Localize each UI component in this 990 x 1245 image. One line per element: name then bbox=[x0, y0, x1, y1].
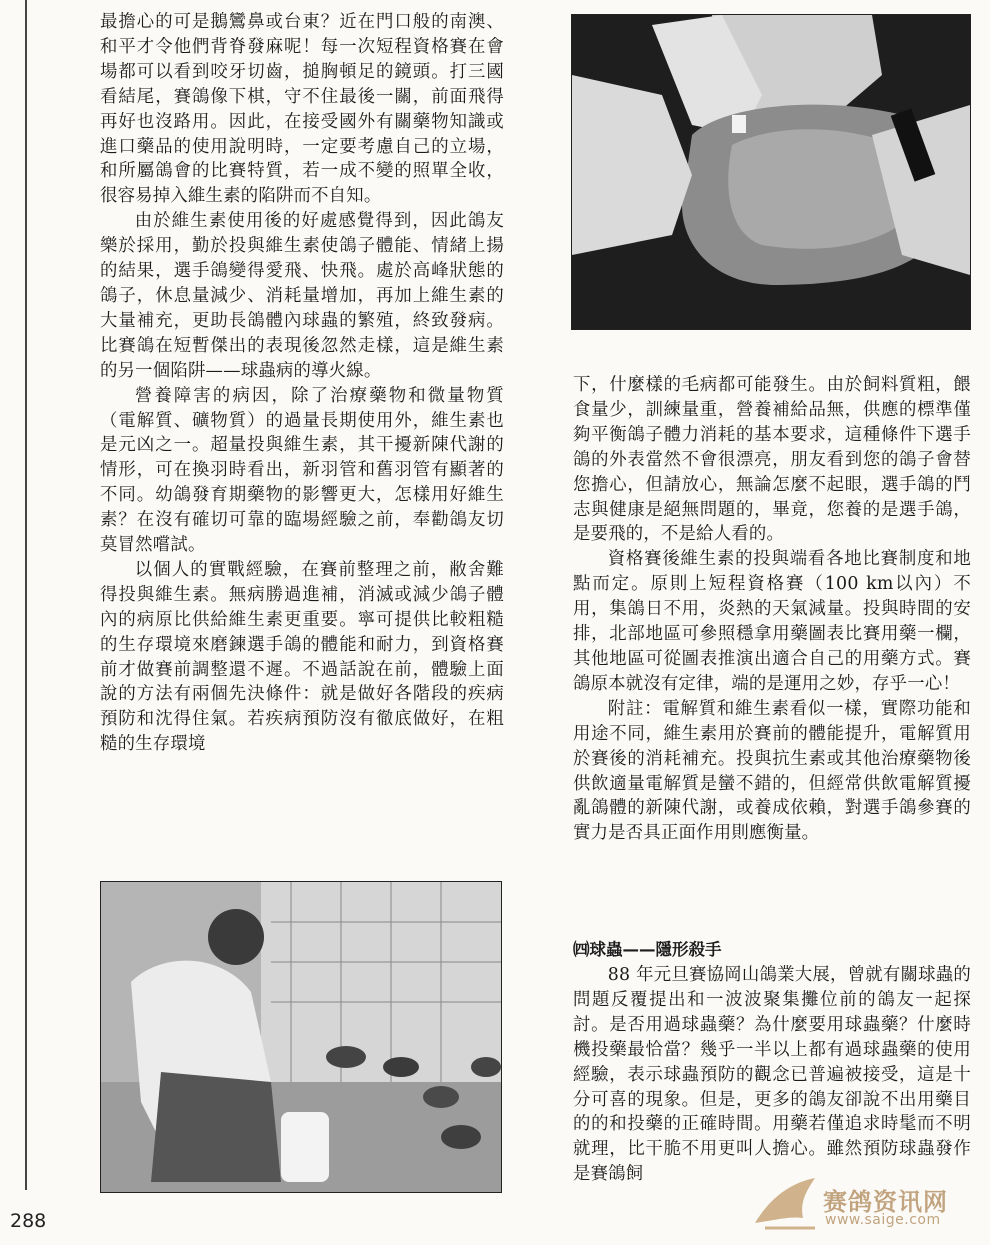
paragraph: 最擔心的可是鵝鸞鼻或台東？近在門口般的南澳、和平才令他們背脊發麻呢！每一次短程資格賽在會場都可以看到咬牙切齒，搥胸頓足的鏡頭。打三國看結尾，賽鴿像下棋，守不住最後一關，前面飛得再好也沒路用。因此，在接受國外有關藥物知識或進口藥品的使用說明時，一定要考慮自己的立場，和所屬鴿會的比賽特質，若一成不變的照單全收，很容易掉入維生素的陷阱而不自知。 bbox=[100, 12, 504, 207]
photo-hands-holding-pigeon bbox=[571, 14, 971, 330]
left-text-column bbox=[100, 10, 504, 757]
page-number: 288 bbox=[10, 1210, 47, 1232]
photo-man-feeding-pigeons bbox=[100, 881, 502, 1193]
site-watermark bbox=[745, 1168, 975, 1238]
section-heading: ㈣球蟲——隱形殺手 bbox=[573, 940, 722, 959]
paragraph: 下，什麼樣的毛病都可能發生。由於飼料質粗，餵食量少，訓練量重，營養補給品無，供應的標準僅夠平衡鴿子體力消耗的基本要求，這種條件下選手鴿的外表當然不會很漂亮，朋友看到您的鴿子會替您擔心，但請放心，無論怎麼不起眼，選手鴿的鬥志與健康是絕無問題的，畢竟，您養的是選手鴿，是要飛的，不是給人看的。 bbox=[573, 375, 971, 545]
paragraph: 附註：電解質和維生素看似一樣，實際功能和用途不同，維生素用於賽前的體能提升，電解質用於賽後的消耗補充。投與抗生素或其他治療藥物後供飲適量電解質是蠻不錯的，但經常供飲電解質擾亂鴿體的新陳代謝，或養成依賴，對選手鴿參賽的實力是否具正面作用則應衡量。 bbox=[573, 698, 971, 844]
watermark-brand: 赛鸽资讯网 bbox=[823, 1188, 948, 1216]
right-text-column-bottom bbox=[573, 963, 971, 1187]
paragraph: 營養障害的病因，除了治療藥物和微量物質（電解質、礦物質）的過量長期使用外，維生素也是元凶之一。超量投與維生素，其干擾新陳代謝的情形，可在換羽時看出，新羽管和舊羽管有顯著的不同。幼鴿發育期藥物的影響更大，怎樣用好維生素？在沒有確切可靠的臨場經驗之前，奉勸鴿友切莫冒然嚐試。 bbox=[100, 385, 504, 556]
right-text-column-top bbox=[573, 373, 971, 846]
paragraph: 以個人的實戰經驗，在賽前整理之前，敝舍難得投與維生素。無病勝過進補，消滅或減少鴿子體內的病原比供給維生素更重要。寧可提供比較粗糙的生存環境來磨鍊選手鴿的體能和耐力，到資格賽前才做賽前調整還不遲。不過話說在前，體驗上面說的方法有兩個先決條件：就是做好各階段的疾病預防和沈得住氣。若疾病預防沒有徹底做好，在粗糙的生存環境 bbox=[100, 559, 504, 755]
paragraph: 88 年元旦賽協岡山鴿業大展，曾就有關球蟲的問題反覆提出和一波波聚集攤位前的鴿友一起探討。是否用過球蟲藥？為什麼要用球蟲藥？什麼時機投藥最恰當？幾乎一半以上都有過球蟲藥的使用經驗，表示球蟲預防的觀念已普遍被接受，這是十分可喜的現象。但是，更多的鴿友卻說不出用藥目的的和投藥的正確時間。用藥若僅追求時髦而不明就理，比干脆不用更叫人擔心。雖然預防球蟲發作是賽鴿飼 bbox=[573, 965, 971, 1185]
margin-rule bbox=[25, 0, 27, 1190]
pigeon-logo-icon bbox=[745, 1168, 825, 1238]
paragraph: 由於維生素使用後的好處感覺得到，因此鴿友樂於採用，勤於投與維生素使鴿子體能、情緒上揚的結果，選手鴿變得愛飛、快飛。處於高峰狀態的鴿子，休息量減少、消耗量增加，再加上維生素的大量補充，更助長鴿體內球蟲的繁殖，終致發病。比賽鴿在短暫傑出的表現後忽然走樣，這是維生素的另一個陷阱——球蟲病的導火線。 bbox=[100, 211, 504, 381]
paragraph: 資格賽後維生素的投與端看各地比賽制度和地點而定。原則上短程資格賽（100 km以內）不用，集鴿日不用，炎熱的天氣減量。投與時間的安排，北部地區可參照穩拿用藥圖表比賽用藥一欄，其他地區可從圖表推演出適合自己的用藥方式。賽鴿原本就沒有定律，端的是運用之妙，存乎一心！ bbox=[573, 549, 971, 694]
watermark-url: www.saige.com bbox=[825, 1212, 941, 1228]
